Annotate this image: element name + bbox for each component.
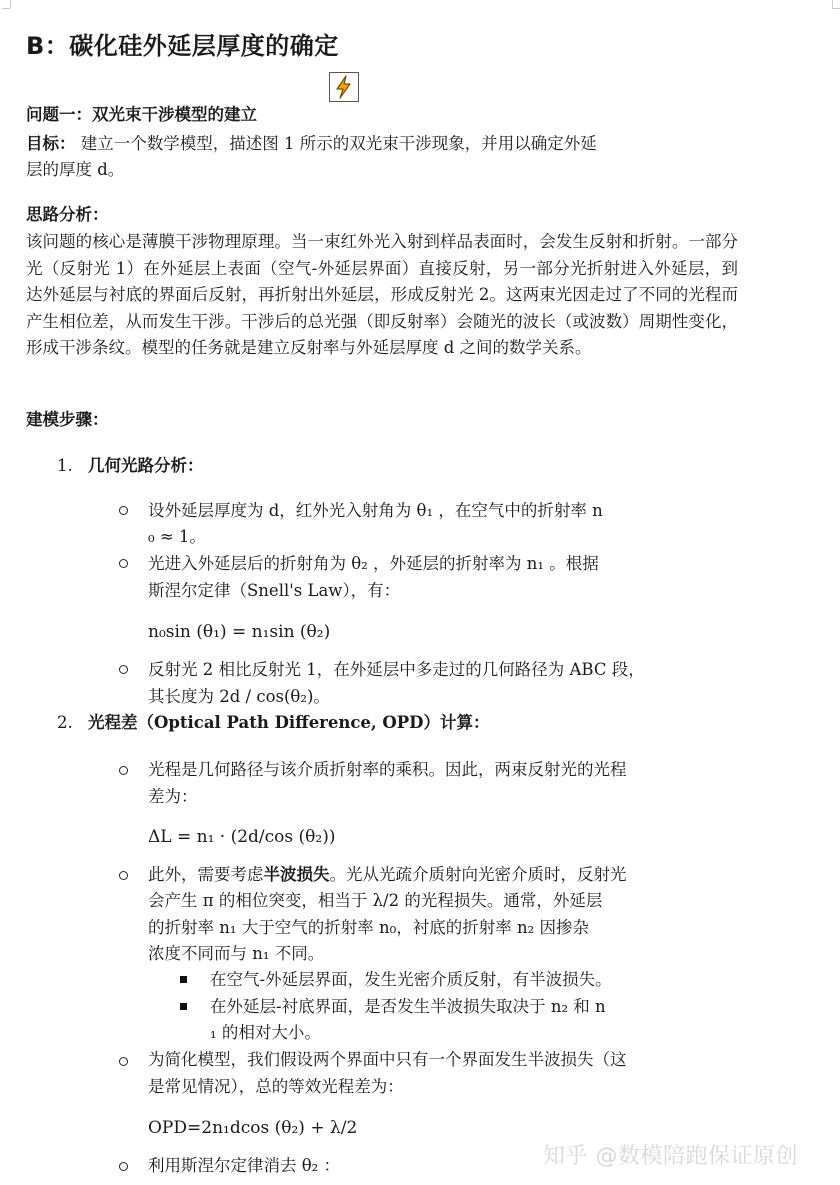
goal-label: 目标：	[26, 134, 76, 153]
step2-bullet3-line1: 为简化模型，我们假设两个界面中只有一个界面发生半波损失（这	[148, 1050, 627, 1069]
goal-text: 建立一个数学模型，描述图 1 所示的双光束干涉现象，并用以确定外延	[75, 134, 597, 153]
step1-title: 几何光路分析：	[88, 456, 204, 475]
page-corner-mark	[832, 0, 833, 8]
page-corner-mark	[2, 8, 10, 9]
step1-bullet2-line1: 光进入外延层后的折射角为 θ₂ ，外延层的折射率为 n₁ 。根据	[148, 554, 599, 573]
step2-bullet4: 利用斯涅尔定律消去 θ₂ ：	[148, 1156, 341, 1175]
step2-sub2-line2: ₁ 的相对大小。	[210, 1023, 321, 1042]
step1-bullet2-line2: 斯涅尔定律（Snell's Law），有：	[148, 581, 401, 600]
zhihu-watermark: 知乎 @数模陪跑保证原创	[543, 1144, 798, 1169]
bullet-circle	[119, 871, 128, 880]
path-difference-formula: ΔL = n₁ · (2d/cos (θ₂))	[148, 827, 336, 847]
page-corner-mark	[832, 8, 840, 9]
bullet-circle	[119, 559, 128, 568]
bullet-circle	[119, 1057, 128, 1066]
step2-bullet2-line1	[148, 861, 627, 889]
step1-number: 1.	[57, 456, 73, 475]
document-title: B：碳化硅外延层厚度的确定	[26, 32, 339, 60]
analysis-heading: 思路分析：	[26, 205, 109, 224]
problem1-heading: 问题一：双光束干涉模型的建立	[26, 105, 257, 124]
snell-law-formula: n₀sin (θ₁) = n₁sin (θ₂)	[148, 622, 331, 642]
analysis-paragraph: 该问题的核心是薄膜干涉物理原理。当一束红外光入射到样品表面时，会发生反射和折射。一部分光（反射光 1）在外延层上表面（空气-外延层界面）直接反射，另一部分光折射进入外延层，到达外延层与衬底的界面后反射，再折射出外延层，形成反射光 2。这两束光因走过了不同的光程而产生相位差，从而发生干涉。干涉后的总光强（即反射率）会随光的波长（或波数）周期性变化，形成干涉条纹。模型的任务就是建立反射率与外延层厚度 d 之间的数学关系。	[26, 232, 738, 357]
step2-number: 2.	[57, 713, 73, 732]
step2-sub1: 在空气-外延层界面，发生光密介质反射，有半波损失。	[210, 970, 612, 989]
step2-bullet1-line1: 光程是几何路径与该介质折射率的乘积。因此，两束反射光的光程	[148, 760, 627, 779]
bullet-circle	[119, 1162, 128, 1171]
step1-bullet3-line2: 其长度为 2d / cos(θ₂)。	[148, 687, 330, 706]
step2-bullet2-line2: 会产生 π 的相位突变，相当于 λ/2 的光程损失。通常，外延层	[148, 891, 603, 910]
step2-bullet1-line2: 差为：	[148, 787, 198, 806]
goal-line-1	[26, 131, 597, 157]
page-corner-mark	[10, 0, 11, 8]
step2-sub2-line1: 在外延层-衬底界面，是否发生半波损失取决于 n₂ 和 n	[210, 997, 606, 1016]
bullet-circle	[119, 766, 128, 775]
bullet-circle	[119, 665, 128, 674]
step2-bullet2-line3: 的折射率 n₁ 大于空气的折射率 n₀，衬底的折射率 n₂ 因掺杂	[148, 918, 589, 937]
bullet-square	[180, 976, 187, 983]
text-span: 。光从光疏介质射向光密介质时，反射光	[329, 865, 627, 884]
step2-bullet2-line4: 浓度不同而与 n₁ 不同。	[148, 944, 325, 963]
step1-bullet1-line2: ₀ ≈ 1。	[148, 527, 206, 546]
goal-line-2: 层的厚度 d。	[26, 160, 125, 179]
bullet-square	[180, 1003, 187, 1010]
lightning-bolt-icon[interactable]	[329, 72, 359, 102]
step2-bullet3-line2: 是常见情况），总的等效光程差为：	[148, 1077, 404, 1096]
half-wave-loss-term: 半波损失	[263, 865, 330, 884]
opd-formula: OPD=2n₁dcos (θ₂) + λ/2	[148, 1118, 358, 1138]
bullet-circle	[119, 506, 128, 515]
step2-title: 光程差（Optical Path Difference, OPD）计算：	[88, 713, 490, 732]
text-span: 此外，需要考虑	[148, 865, 264, 884]
modeling-heading: 建模步骤：	[26, 410, 109, 429]
step1-bullet3-line1: 反射光 2 相比反射光 1，在外延层中多走过的几何路径为 ABC 段，	[148, 660, 645, 679]
step1-bullet1-line1: 设外延层厚度为 d，红外光入射角为 θ₁ ，在空气中的折射率 n	[148, 501, 603, 520]
